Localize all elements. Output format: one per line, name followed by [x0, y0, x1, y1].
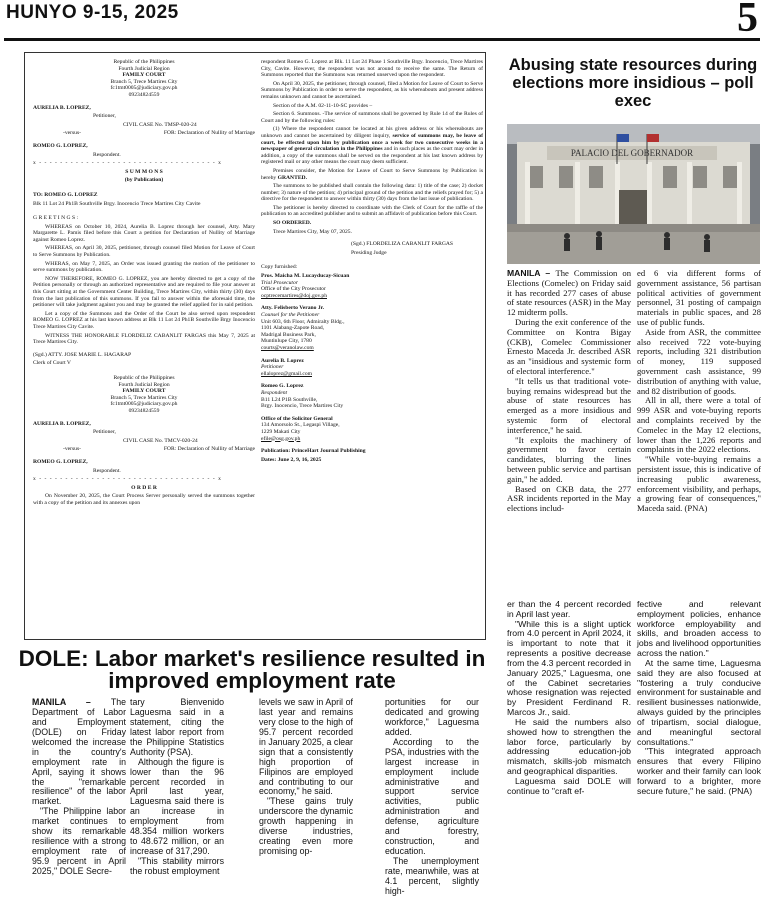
- dole-story-column-6: [637, 600, 761, 797]
- summons-address: Blk 11 Lot 24 Ph1B Southville Brgy. Inocencio Trece Martires City Cavite: [33, 200, 201, 207]
- court-line: fc1tmt0005@judiciary.gov.ph: [110, 401, 178, 408]
- granted-text: GRANTED.: [277, 174, 307, 181]
- service-directive: Let a copy of the Summons and the Order of the Court be also served upon respondent ROMEO G. LOPREZ at his last known address at Blk 11 Lot 24 Ph1B Southville Brgy Inocencio Trece Martires City Cavite.: [33, 310, 255, 330]
- copy-furnished-line: Office of the Solicitor General: [261, 415, 333, 422]
- rule-text-a: (1) Where the respondent cannot be located at his given address or his whereabouts are unknown and cannot be ascertained by diligent inquiry,: [261, 126, 483, 139]
- story-paragraph: At the same time, Laguesma said they are also focused at "fostering a truly conducive environment for sustainable and resilient businesses nationwide, always guided by the principles of tripartism, social dialogue, and meaningful sectoral consultations.": [637, 657, 761, 747]
- dole-story-column-5: [507, 600, 631, 797]
- abuse-story-column-2: [637, 269, 761, 514]
- story-paragraph: According to the PSA, industries with the largest increase in employment include administrative and support service activities, public administration and defense, agriculture and forestry, construction, and education.: [385, 736, 479, 857]
- abuse-story-headline: Abusing state resources during elections more insidious – poll exec: [508, 56, 758, 110]
- story-paragraph: tary Bienvenido Laguesma said in a statement, citing the latest labor report from the Philippine Statistics Authority (PSA).: [130, 697, 224, 757]
- caption-divider-2: x - - - - - - - - - - - - - - - - - - - - - - - - - - - - - - - - - - x: [33, 476, 222, 483]
- copy-furnished-line: Office of the City Prosecutor: [261, 286, 326, 293]
- copy-furnished-line: Atty. Felisberto Verano Jr.: [261, 305, 325, 312]
- abuse-story-column-1: [507, 269, 631, 514]
- copy-furnished-line: ellaloprez@gmail.com: [261, 370, 312, 377]
- story-paragraph: [32, 698, 126, 807]
- summons-subtitle: (by Publication): [124, 177, 164, 184]
- case-number: CIVIL CASE No. TMSP-020-24: [123, 121, 197, 128]
- copy-furnished-line: Respondent: [261, 389, 288, 396]
- legal-notice-box: [24, 52, 486, 640]
- story-paragraph: levels we saw in April of last year and remains very close to the high of 95.7 percent recorded in January 2025, a clear sign that a consistently high proportion of Filipinos are employed and contributing to our economy," he said.: [259, 697, 353, 797]
- story-paragraph: er than the 4 percent recorded in April last year.: [507, 599, 631, 619]
- legal-notice-right-column: [261, 59, 483, 465]
- story-paragraph: "This integrated approach ensures that every Filipino worker and their family can look forward to a brighter, more secure future," he said. (PNA): [637, 746, 761, 796]
- rule-text-b: service of summons may, be leave of court, be effected upon him by publication once a week for two consecutive weeks in a newspaper of general circulation in the Philippines: [261, 132, 483, 153]
- dole-story-headline: DOLE: Labor market's resilience resulted in improved employment rate: [18, 646, 486, 694]
- copy-furnished-line: Muntinlupe City, 1780: [261, 338, 312, 345]
- summons-title: S U M M O N S: [125, 168, 163, 175]
- dateline: MANILA –: [32, 697, 111, 707]
- order-paragraph-1: On November 20, 2025, the Court Process Server personally served the summons together with a copy of the petition and its annexes upon: [33, 493, 255, 506]
- story-paragraph: He said the numbers also showed how to strengthen the labor force, particularly by addressing education-job mismatch, skills-job mismatch and geographical disparities.: [507, 716, 631, 777]
- copy-furnished-line: Brgy. Inocencio, Trece Martires City: [261, 403, 344, 410]
- dole-story-column-2: [130, 698, 224, 877]
- copy-furnished-line: Trial Prosecutor: [261, 279, 298, 286]
- story-paragraph: "The Philippine labor market continues to show its remarkable resilience with a strong employment rate of 95.9 percent in April 2025," DOLE Secre-: [32, 806, 126, 876]
- order-paragraph-4: Section of the A.M. 02-11-10-SC provides –: [273, 102, 373, 109]
- petitioner-name: AURELIA B. LOPREZ,: [33, 104, 91, 111]
- court-line: FAMILY COURT: [122, 72, 166, 79]
- story-paragraph: All in all, there were a total of 999 ASR and vote-buying reports and complaints received by the Comelec in the May 12 elections, lower than the 1,226 reports and complaints in the 2022 elections.: [637, 395, 761, 455]
- story-paragraph: portunities for our dedicated and growing workforce," Laguesma added.: [385, 697, 479, 737]
- judge-title: Presiding Judge: [351, 249, 387, 256]
- publication-dates: Dates: June 2, 9, 16, 2025: [261, 456, 322, 463]
- petitioner-role-2: Petitioner,: [93, 429, 116, 436]
- so-ordered: SO ORDERED.: [273, 220, 312, 227]
- copy-furnished-line: Counsel for the Petitioner: [261, 312, 320, 318]
- copy-furnished-line: Petitioner: [261, 364, 284, 371]
- versus-label: -versus-: [63, 130, 82, 137]
- copy-furnished-line: Aurelia B. Loprez: [261, 357, 304, 364]
- order-paragraph-2: respondent Romeo G. Loprez at Blk. 11 Lot 24 Phase 1 Southville Brgy. Inocencio, Trece Martires City, Cavite. However, the respondent was not around to receive the same. The Return of Summons reported that the Summons was returned unserved upon the respondent.: [261, 59, 483, 79]
- court-line: Fourth Judicial Region: [118, 381, 170, 388]
- building-sign-text: PALACIO DEL GOBERNADOR: [570, 148, 694, 158]
- court-block-1: [33, 59, 255, 99]
- story-paragraph: [507, 269, 631, 318]
- court-line: FAMILY COURT: [122, 388, 166, 395]
- story-paragraph: "This stability mirrors the robust employment: [130, 856, 224, 876]
- respondent-name-2: ROMEO G. LOPREZ,: [33, 458, 88, 465]
- caption-divider: x - - - - - - - - - - - - - - - - - - - - - - - - - - - - - - - - - - x: [33, 160, 222, 167]
- witness-clause: WITNESS THE HONORABLE FLORDELIZ CABANLIT FARGAS this May 7, 2025 at Trece Martires City.: [33, 332, 255, 346]
- copy-furnished-2: [261, 305, 483, 351]
- story-paragraph: ed 6 via different forms of government assistance, 56 partisan political activities of government personnel, 31 posting of campaign materials in public spaces, and 28 use of public funds.: [637, 268, 761, 327]
- story-paragraph: The unemployment rate, meanwhile, was at 4.1 percent, slightly high-: [385, 856, 479, 896]
- order-paragraph-6: [261, 126, 483, 166]
- court-line: Fourth Judicial Region: [118, 65, 170, 72]
- order-paragraph-8: The summons to be published shall contain the following data: 1) title of the case; 2) docket number; 3) nature of the petition; 4) principal ground of the petition and the reliefs prayed for; 5) a directive for the respondent to answer within thirty (30) days from the last issue of publication.: [261, 183, 483, 203]
- clerk-title: Clerk of Court V: [33, 360, 71, 367]
- story-paragraph: "It exploits the machinery of government to favor certain candidates, blurring the lines between public service and partisan gain," he added.: [507, 434, 631, 484]
- dole-story-column-1: [32, 698, 126, 877]
- story-paragraph: Based on CKB data, the 277 ASR incidents reported in the May elections includ-: [507, 483, 631, 514]
- petitioner-role: Petitioner,: [93, 113, 116, 120]
- legal-notice-left-column: [33, 59, 255, 508]
- case-nature: FOR: Declaration of Nullity of Marriage: [163, 130, 255, 137]
- story-paragraph: "It tells us that traditional vote-buying remains widespread but the abuse of state resources has emerged as a more insidious and systemic form of electoral interference," he said.: [507, 375, 631, 435]
- copy-furnished-line: B11 L24 P1B Southville,: [261, 396, 318, 403]
- copy-furnished-line: ocptrecemartires@doj.gov.ph: [261, 292, 327, 299]
- copy-furnished-line: 1229 Makati City: [261, 428, 301, 435]
- case-number-2: CIVIL CASE No. TMCV-020-24: [123, 437, 198, 444]
- order-title: O R D E R: [131, 484, 157, 491]
- issue-date: HUNYO 9-15, 2025: [6, 2, 179, 23]
- dole-story-column-3: [259, 698, 353, 857]
- copy-furnished-label: Copy furnished:: [261, 264, 298, 271]
- story-paragraph: Laguesma said DOLE will continue to "craft ef-: [507, 775, 631, 796]
- court-line: Branch 5, Trece Martires City: [110, 78, 178, 85]
- story-paragraph: "These gains truly underscore the dynamic growth happening in diverse industries, creating even more promising op-: [259, 796, 353, 857]
- whereas-2: WHEREAS, on April 30, 2025, petitioner, through counsel filed Motion for Leave of Court to Serve Summons by Publication.: [33, 245, 255, 259]
- copy-furnished-line: efile@osg.gov.ph: [261, 435, 301, 442]
- versus-label-2: -versus-: [63, 446, 82, 453]
- order-paragraph-7: [261, 168, 483, 181]
- story-paragraph: "While this is a slight uptick from 4.0 percent in April 2024, it is important to note that it represents a positive decrease from the 4.3 percent recorded in January 2025," Laguesma, one of the Cabinet secretaries whose resignation was rejected by President Ferdinand R. Marcos Jr., said.: [507, 618, 631, 718]
- story-paragraph: fective and relevant employment policies, enhance workforce employability and skills, and broaden access to jobs and livelihood opportunities across the nation.": [637, 599, 761, 659]
- story-paragraph: Although the figure is lower than the 96 percent recorded in April last year, Laguesma said there is an increase in employment from 48.354 million workers to 48.672 million, or an increase of 317,290.: [130, 756, 224, 857]
- rule-text-c: and in such places as the court may order in addition, a copy of the summons shall be served on the respondent at his last known address by registered mail or any other means the court may deem sufficient.: [261, 146, 483, 166]
- court-line: fc1tmt0005@judiciary.gov.ph: [110, 85, 178, 92]
- greetings: G R E E T I N G S :: [33, 215, 79, 222]
- paragraph-text: The Department of Labor and Employment (DOLE) on Friday welcomed the increase in the country's employment rate in April, saying it shows the "remarkable resilience" of the labor market.: [32, 697, 126, 807]
- copy-furnished-5: [261, 416, 483, 442]
- court-line: Republic of the Philippines: [113, 59, 175, 65]
- court-block-2: [33, 375, 255, 415]
- story-paragraph: During the exit conference of the Committee on Kontra Bigay (CKB), Comelec Commissioner Ernesto Maceda Jr. described ASR as an "insidious and systemic form of electoral interference.": [507, 316, 631, 376]
- dateline: MANILA –: [507, 268, 556, 278]
- story-paragraph: Aside from ASR, the committee also received 722 vote-buying reports, including 321 distribution of money, 119 supposed government cash assistance, 99 distribution of anything with value, and 82 distribution of goods.: [637, 326, 761, 396]
- publication-name: Publication: PrinceHart Journal Publishing: [261, 448, 366, 455]
- case-nature-2: FOR: Declaration of Nullity of Marriage: [163, 446, 255, 453]
- petitioner-name-2: AURELIA B. LOPREZ,: [33, 420, 91, 427]
- judge-signature: (Sgd.) FLORDELIZA CABANLIT FARGAS: [351, 241, 454, 248]
- copy-furnished-line: Unit 603, 6th Floor, Admiralty Bldg.,: [261, 318, 345, 325]
- respondent-role: Respondent.: [93, 151, 121, 158]
- whereas-1: WHEREAS on October 10, 2024, Aurelia B. Loprez through her counsel, Atty. Mary Margarette L. Pamis filed before this Court a petition for Declaration of Nullity of Marriage against Romeo Loprez.: [33, 223, 255, 243]
- copy-furnished-line: courts@veranolaw.com: [261, 344, 314, 351]
- copy-furnished-1: [261, 273, 483, 299]
- court-line: Republic of the Philippines: [113, 374, 175, 381]
- clerk-signature: (Sgd.) ATTY. JOSE MARIE L. HAGARAP: [33, 351, 132, 358]
- copy-furnished-line: Madrigal Business Park,: [261, 331, 316, 338]
- order-paragraph-9: The petitioner is hereby directed to coordinate with the Clerk of Court for the raffle of the publication to an accredited publisher and to submit an affidavit of publication before this Court.: [261, 204, 483, 218]
- respondent-role-2: Respondent.: [93, 467, 121, 474]
- copy-furnished-line: Pros. Maicha M. Lucayducay-Sicuan: [261, 273, 350, 280]
- copy-furnished-line: 134 Amorsolo St., Legaspi Village,: [261, 422, 340, 429]
- copy-furnished-3: [261, 358, 483, 378]
- court-line: Branch 5, Trece Martires City: [110, 394, 178, 401]
- order-paragraph-5: Section 6. Summons. -The service of summons shall be governed by Rule 14 of the Rules of Court and by the following rules:: [261, 111, 483, 124]
- copy-furnished-line: Romeo G. Loprez: [261, 383, 304, 390]
- paragraph-text: The Commission on Elections (Comelec) on Friday said it has recorded 277 cases of abuse of state resources (ASR) in the May 12 midterm polls.: [507, 268, 631, 318]
- capitol-building-photo: [507, 124, 760, 264]
- copy-furnished-line: 1101 Alabang-Zapote Road,: [261, 325, 325, 332]
- court-line: 09234824559: [128, 91, 160, 98]
- respondent-name: ROMEO G. LOPREZ,: [33, 142, 88, 149]
- order-paragraph-3: On April 30, 2025, the petitioner, through counsel, filed a Motion for Leave of Court to Serve Summons by Publication in order to serve the respondent, as his whereabouts and present address remains unknown and cannot be ascertained.: [261, 80, 483, 100]
- premises-text: Premises consider, the Motion for Leave of Court to Serve Summons by Publication is hereby: [261, 167, 483, 181]
- whereas-3: WHERAS, on May 7, 2025, an Order was issued granting the motion of the petitioner to serve summons by publication.: [33, 260, 255, 274]
- summons-addressee: TO: ROMEO G. LOPREZ: [33, 191, 98, 198]
- story-paragraph: "While vote-buying remains a persistent issue, this is indicative of increasing public awareness, enforcement visibility, and perhaps, a growing fear of consequences," Maceda said. (PNA): [637, 454, 761, 514]
- copy-furnished-4: [261, 383, 483, 409]
- dole-story-column-4: [385, 698, 479, 897]
- order-place-date: Trece Martires City, May 07, 2025.: [273, 228, 352, 235]
- page-number: 5: [737, 0, 758, 41]
- court-line: 09234824559: [128, 407, 160, 414]
- now-therefore: NOW THEREFORE, ROMEO G. LOPREZ, you are hereby directed to get a copy of the Petition personally or through an authorized representative and are required to file your answer at this Court sitting at the Government Center Building, Trece Martires City, within thirty (30) days from the last publication of this summons. If you fail to answer within the aforesaid time, the petitioner will take judgment against you and may be granted the relief applied for in said petition.: [33, 275, 255, 309]
- header-rule: [4, 38, 760, 41]
